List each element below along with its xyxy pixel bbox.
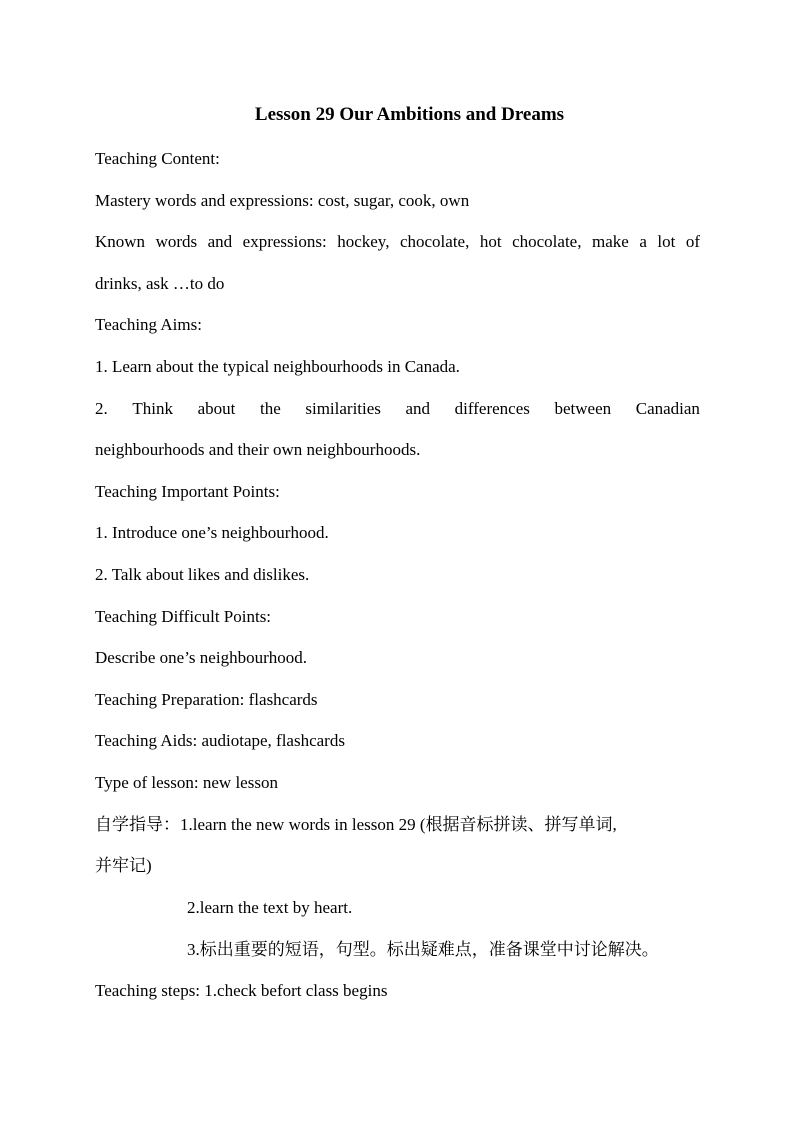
known-words-line-1 [95, 231, 700, 253]
mastery-words-line: Mastery words and expressions: cost, sugar, cook, own [95, 191, 470, 210]
known-word: hockey, [337, 232, 390, 251]
known-word: chocolate, [512, 232, 582, 251]
self-study-line-1: 自学指导：1.learn the new words in lesson 29 (根据音标拼读、拼写单词, [95, 815, 617, 834]
known-word: words [155, 232, 198, 251]
known-word: make [591, 232, 629, 251]
lesson-type: Type of lesson: new lesson [95, 773, 278, 792]
aim-word: differences [454, 399, 530, 418]
aim-word: the [259, 399, 281, 418]
aim-word: and [405, 399, 431, 418]
aim-word: similarities [305, 399, 381, 418]
aim-word: Think [132, 399, 173, 418]
known-word: hot [479, 232, 502, 251]
teaching-steps: Teaching steps: 1.check befort class begins [95, 981, 388, 1000]
self-study-item-2: 2.learn the text by heart. [187, 898, 353, 917]
teaching-aims-heading: Teaching Aims: [95, 315, 202, 334]
self-study-line-2: 并牢记) [95, 856, 152, 875]
aim-word: Canadian [635, 399, 700, 418]
difficult-points-heading: Teaching Difficult Points: [95, 607, 272, 626]
aim-item-1: 1. Learn about the typical neighbourhoods in Canada. [95, 357, 460, 376]
known-word: a [639, 232, 647, 251]
known-word: lot [657, 232, 676, 251]
important-points-heading: Teaching Important Points: [95, 482, 280, 501]
difficult-point-1: Describe one’s neighbourhood. [95, 648, 307, 667]
teaching-preparation: Teaching Preparation: flashcards [95, 690, 318, 709]
aim-item-2-line-2: neighbourhoods and their own neighbourhoods. [95, 440, 421, 459]
known-word: chocolate, [399, 232, 470, 251]
teaching-aids: Teaching Aids: audiotape, flashcards [95, 731, 345, 750]
known-word: expressions: [242, 232, 327, 251]
aim-word: between [554, 399, 612, 418]
aim-word: about [197, 399, 236, 418]
lesson-title: Lesson 29 Our Ambitions and Dreams [254, 104, 565, 125]
aim-item-2-line-1 [95, 398, 700, 420]
important-point-1: 1. Introduce one’s neighbourhood. [95, 523, 329, 542]
self-study-item-3: 3.标出重要的短语，句型。标出疑难点，准备课堂中讨论解决。 [187, 940, 659, 959]
known-words-line-2: drinks, ask …to do [95, 274, 225, 293]
important-point-2: 2. Talk about likes and dislikes. [95, 565, 310, 584]
known-word: of [685, 232, 700, 251]
teaching-content-heading: Teaching Content: [95, 149, 220, 168]
known-word: Known [95, 232, 146, 251]
aim-word: 2. [95, 399, 108, 418]
known-word: and [207, 232, 233, 251]
